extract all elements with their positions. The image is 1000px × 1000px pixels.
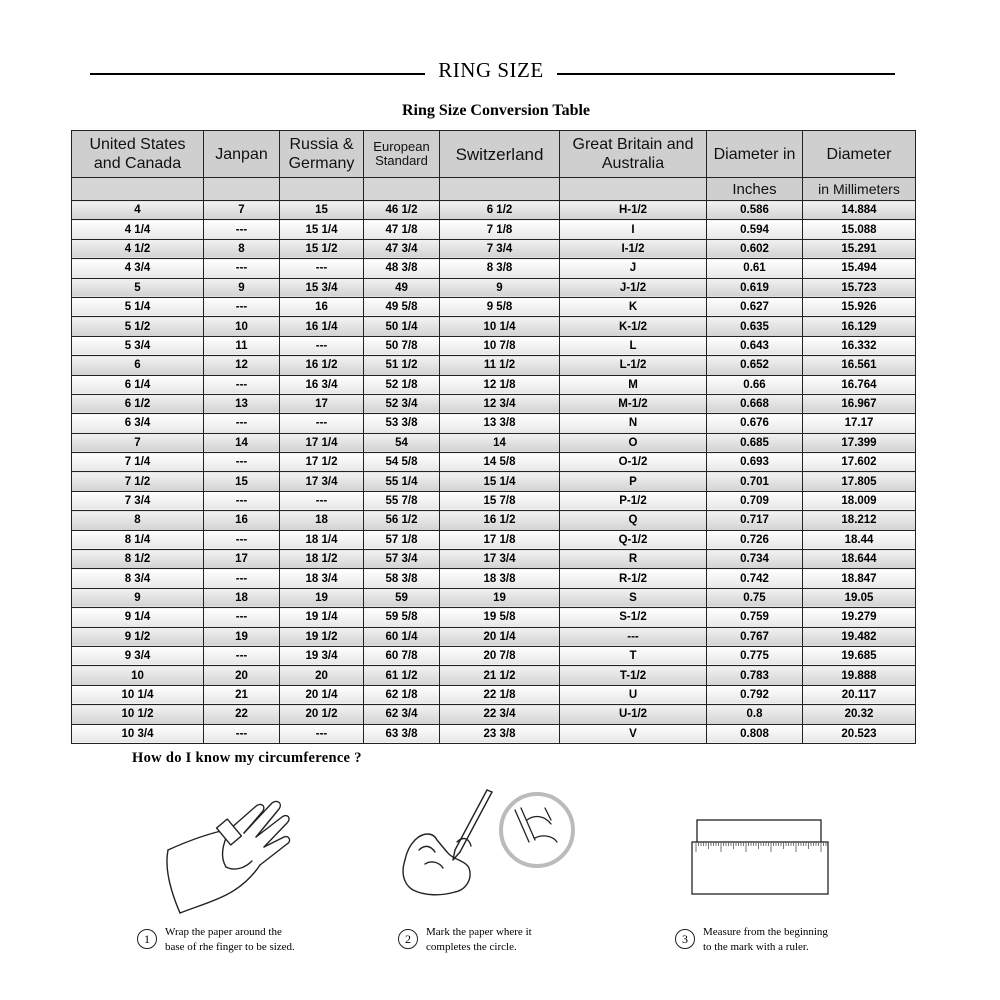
table-cell: M-1/2	[560, 394, 707, 413]
table-cell: 17.805	[803, 472, 916, 491]
table-cell: 20.32	[803, 705, 916, 724]
table-cell: 18 3/8	[440, 569, 560, 588]
step-2-line-2: completes the circle.	[426, 941, 517, 953]
table-cell: 53 3/8	[364, 414, 440, 433]
table-cell: 8 1/4	[72, 530, 204, 549]
table-cell: 7 1/4	[72, 453, 204, 472]
table-row	[72, 356, 916, 375]
table-cell: 18.847	[803, 569, 916, 588]
table-cell: 21 1/2	[440, 666, 560, 685]
table-cell: 12 1/8	[440, 375, 560, 394]
table-cell: 57 3/4	[364, 550, 440, 569]
table-cell: 9	[72, 588, 204, 607]
table-cell: 9 1/4	[72, 608, 204, 627]
table-cell: 8	[204, 239, 280, 258]
table-subtitle: Ring Size Conversion Table	[401, 102, 591, 119]
col-header-japan: Janpan	[204, 131, 280, 178]
col-header-switzerland: Switzerland	[440, 131, 560, 178]
table-cell: 15	[280, 201, 364, 220]
table-cell: ---	[204, 259, 280, 278]
ruler-illustration-icon	[690, 818, 830, 898]
subheader-inches: Inches	[707, 178, 803, 201]
table-cell: 7 3/4	[440, 239, 560, 258]
table-row	[72, 453, 916, 472]
table-cell: 0.61	[707, 259, 803, 278]
table-cell: 63 3/8	[364, 724, 440, 743]
table-cell: K	[560, 297, 707, 316]
table-cell: 60 1/4	[364, 627, 440, 646]
table-cell: 12 3/4	[440, 394, 560, 413]
table-row	[72, 608, 916, 627]
step-number: 3	[675, 929, 695, 949]
table-row	[72, 201, 916, 220]
table-cell: 15 1/4	[440, 472, 560, 491]
table-cell: 4	[72, 201, 204, 220]
table-cell: 20 1/2	[280, 705, 364, 724]
table-cell: 19.888	[803, 666, 916, 685]
table-cell: 0.742	[707, 569, 803, 588]
table-cell: 10 7/8	[440, 336, 560, 355]
subheader-row	[72, 178, 916, 201]
table-cell: 51 1/2	[364, 356, 440, 375]
table-cell: ---	[204, 530, 280, 549]
table-cell: 20	[204, 666, 280, 685]
table-cell: 17 1/8	[440, 530, 560, 549]
table-cell: 19	[440, 588, 560, 607]
table-cell: O-1/2	[560, 453, 707, 472]
table-cell: 0.693	[707, 453, 803, 472]
table-cell: ---	[204, 375, 280, 394]
table-cell: 61 1/2	[364, 666, 440, 685]
table-cell: 5	[72, 278, 204, 297]
table-cell: 49	[364, 278, 440, 297]
table-cell: 0.586	[707, 201, 803, 220]
table-cell: 14	[440, 433, 560, 452]
table-cell: U-1/2	[560, 705, 707, 724]
table-cell: 16 1/4	[280, 317, 364, 336]
table-cell: 0.759	[707, 608, 803, 627]
table-cell: 18 3/4	[280, 569, 364, 588]
table-cell: 57 1/8	[364, 530, 440, 549]
table-cell: ---	[204, 491, 280, 510]
table-row	[72, 724, 916, 743]
table-row	[72, 511, 916, 530]
table-cell: 20.117	[803, 685, 916, 704]
table-cell: 13 3/8	[440, 414, 560, 433]
table-cell: 18.44	[803, 530, 916, 549]
table-cell: N	[560, 414, 707, 433]
table-cell: 0.66	[707, 375, 803, 394]
table-cell: S-1/2	[560, 608, 707, 627]
table-cell: 8	[72, 511, 204, 530]
table-cell: R	[560, 550, 707, 569]
table-cell: 47 3/4	[364, 239, 440, 258]
table-cell: 15.494	[803, 259, 916, 278]
table-cell: 4 1/2	[72, 239, 204, 258]
table-cell: 6 3/4	[72, 414, 204, 433]
table-row	[72, 297, 916, 316]
step-number: 2	[398, 929, 418, 949]
table-cell: 10	[204, 317, 280, 336]
table-cell: Q	[560, 511, 707, 530]
table-body	[72, 201, 916, 744]
table-cell: 0.701	[707, 472, 803, 491]
table-cell: 0.685	[707, 433, 803, 452]
table-cell: 20	[280, 666, 364, 685]
table-cell: ---	[204, 297, 280, 316]
table-cell: ---	[280, 414, 364, 433]
table-cell: 0.717	[707, 511, 803, 530]
table-cell: 17 1/4	[280, 433, 364, 452]
table-cell: 17	[204, 550, 280, 569]
table-cell: U	[560, 685, 707, 704]
table-cell: 50 1/4	[364, 317, 440, 336]
table-cell: 16 3/4	[280, 375, 364, 394]
table-cell: ---	[280, 259, 364, 278]
table-cell: 22 3/4	[440, 705, 560, 724]
table-cell: 6 1/2	[440, 201, 560, 220]
table-cell: 8 3/4	[72, 569, 204, 588]
table-cell: 60 7/8	[364, 646, 440, 665]
table-cell: 54 5/8	[364, 453, 440, 472]
table-row	[72, 705, 916, 724]
table-cell: 16	[204, 511, 280, 530]
table-row	[72, 414, 916, 433]
table-cell: 0.643	[707, 336, 803, 355]
table-cell: 0.783	[707, 666, 803, 685]
subheader-cell	[72, 178, 204, 201]
subheader-cell	[204, 178, 280, 201]
table-cell: 18	[204, 588, 280, 607]
table-cell: ---	[204, 220, 280, 239]
table-cell: 16.967	[803, 394, 916, 413]
step-1-line-2: base of rhe finger to be sized.	[165, 941, 295, 953]
step-3-line-1: Measure from the beginning	[703, 926, 828, 938]
table-cell: 7 3/4	[72, 491, 204, 510]
title-row	[90, 58, 895, 88]
hand-wrap-illustration-icon	[160, 795, 310, 920]
table-cell: ---	[280, 336, 364, 355]
table-cell: 22	[204, 705, 280, 724]
table-cell: 62 1/8	[364, 685, 440, 704]
table-cell: 0.726	[707, 530, 803, 549]
table-cell: M	[560, 375, 707, 394]
table-cell: I	[560, 220, 707, 239]
table-cell: 17.602	[803, 453, 916, 472]
table-row	[72, 569, 916, 588]
mark-paper-illustration-icon	[395, 780, 585, 920]
table-cell: 9 5/8	[440, 297, 560, 316]
table-cell: 0.619	[707, 278, 803, 297]
table-cell: 0.767	[707, 627, 803, 646]
table-cell: 16 1/2	[440, 511, 560, 530]
table-cell: 11	[204, 336, 280, 355]
table-row	[72, 433, 916, 452]
table-cell: 22 1/8	[440, 685, 560, 704]
col-header-us-canada: United States and Canada	[72, 131, 204, 178]
table-cell: L	[560, 336, 707, 355]
table-cell: 0.627	[707, 297, 803, 316]
table-cell: 52 3/4	[364, 394, 440, 413]
table-row	[72, 646, 916, 665]
table-cell: 48 3/8	[364, 259, 440, 278]
table-cell: ---	[204, 453, 280, 472]
table-cell: 17 1/2	[280, 453, 364, 472]
table-cell: 13	[204, 394, 280, 413]
step-3-line-2: to the mark with a ruler.	[703, 941, 809, 953]
table-cell: 0.602	[707, 239, 803, 258]
table-row	[72, 685, 916, 704]
col-header-diameter-inches: Diameter in	[707, 131, 803, 178]
page-title: RING SIZE	[438, 58, 544, 82]
table-cell: 5 1/4	[72, 297, 204, 316]
table-cell: ---	[204, 646, 280, 665]
table-row	[72, 394, 916, 413]
table-cell: 17 3/4	[440, 550, 560, 569]
title-rule-left	[90, 73, 425, 75]
table-cell: J-1/2	[560, 278, 707, 297]
table-cell: 10 1/4	[440, 317, 560, 336]
table-cell: 18 1/2	[280, 550, 364, 569]
table-row	[72, 491, 916, 510]
header-row	[72, 131, 916, 178]
step-1-line-1: Wrap the paper around the	[165, 926, 282, 938]
table-cell: 18.212	[803, 511, 916, 530]
table-cell: ---	[204, 608, 280, 627]
table-cell: 0.709	[707, 491, 803, 510]
table-cell: 58 3/8	[364, 569, 440, 588]
subheader-cell	[440, 178, 560, 201]
table-row	[72, 239, 916, 258]
table-cell: 15 3/4	[280, 278, 364, 297]
table-cell: 15.291	[803, 239, 916, 258]
table-row	[72, 259, 916, 278]
table-cell: 4 1/4	[72, 220, 204, 239]
table-cell: 62 3/4	[364, 705, 440, 724]
table-row	[72, 627, 916, 646]
table-cell: 17	[280, 394, 364, 413]
subheader-cell	[280, 178, 364, 201]
table-cell: 15 7/8	[440, 491, 560, 510]
table-cell: 7	[72, 433, 204, 452]
table-cell: 7 1/2	[72, 472, 204, 491]
table-row	[72, 375, 916, 394]
table-cell: ---	[280, 491, 364, 510]
table-cell: L-1/2	[560, 356, 707, 375]
table-cell: ---	[560, 627, 707, 646]
table-cell: 19.685	[803, 646, 916, 665]
table-cell: 10 1/2	[72, 705, 204, 724]
table-cell: 18.009	[803, 491, 916, 510]
table-cell: 52 1/8	[364, 375, 440, 394]
table-row	[72, 550, 916, 569]
table-cell: 56 1/2	[364, 511, 440, 530]
table-cell: 15 1/4	[280, 220, 364, 239]
title-rule-right	[557, 73, 895, 75]
table-row	[72, 317, 916, 336]
table-cell: 7	[204, 201, 280, 220]
table-cell: 14 5/8	[440, 453, 560, 472]
table-cell: 10	[72, 666, 204, 685]
table-row	[72, 220, 916, 239]
table-row	[72, 336, 916, 355]
table-cell: 9	[440, 278, 560, 297]
table-cell: 20 7/8	[440, 646, 560, 665]
table-cell: 17.399	[803, 433, 916, 452]
table-cell: 16	[280, 297, 364, 316]
table-cell: 9 3/4	[72, 646, 204, 665]
table-cell: 19.279	[803, 608, 916, 627]
table-cell: V	[560, 724, 707, 743]
table-cell: 23 3/8	[440, 724, 560, 743]
table-cell: 12	[204, 356, 280, 375]
table-cell: 16.561	[803, 356, 916, 375]
table-cell: 20 1/4	[440, 627, 560, 646]
table-cell: 16.764	[803, 375, 916, 394]
table-cell: T	[560, 646, 707, 665]
table-cell: T-1/2	[560, 666, 707, 685]
table-cell: 59	[364, 588, 440, 607]
table-cell: 0.652	[707, 356, 803, 375]
table-cell: 0.775	[707, 646, 803, 665]
table-cell: 0.75	[707, 588, 803, 607]
table-cell: 54	[364, 433, 440, 452]
table-cell: 21	[204, 685, 280, 704]
table-cell: 16.129	[803, 317, 916, 336]
subheader-cell	[560, 178, 707, 201]
table-cell: 5 3/4	[72, 336, 204, 355]
table-cell: 6	[72, 356, 204, 375]
table-cell: 4 3/4	[72, 259, 204, 278]
table-cell: 7 1/8	[440, 220, 560, 239]
table-cell: 15.088	[803, 220, 916, 239]
table-cell: 49 5/8	[364, 297, 440, 316]
table-cell: 0.792	[707, 685, 803, 704]
table-cell: ---	[204, 414, 280, 433]
subheader-cell	[364, 178, 440, 201]
table-cell: 19 1/2	[280, 627, 364, 646]
table-cell: K-1/2	[560, 317, 707, 336]
table-row	[72, 530, 916, 549]
table-cell: 18 1/4	[280, 530, 364, 549]
table-cell: 0.8	[707, 705, 803, 724]
table-cell: 14.884	[803, 201, 916, 220]
table-cell: 8 1/2	[72, 550, 204, 569]
table-cell: 19	[280, 588, 364, 607]
table-cell: 9 1/2	[72, 627, 204, 646]
table-cell: P-1/2	[560, 491, 707, 510]
table-cell: 0.668	[707, 394, 803, 413]
table-cell: Q-1/2	[560, 530, 707, 549]
table-cell: 18	[280, 511, 364, 530]
table-cell: 15.723	[803, 278, 916, 297]
table-cell: 59 5/8	[364, 608, 440, 627]
table-cell: 15 1/2	[280, 239, 364, 258]
table-cell: 6 1/2	[72, 394, 204, 413]
subheader-millimeters: in Millimeters	[803, 178, 916, 201]
table-cell: 0.635	[707, 317, 803, 336]
table-cell: 17 3/4	[280, 472, 364, 491]
table-cell: 19.482	[803, 627, 916, 646]
table-cell: S	[560, 588, 707, 607]
table-cell: 6 1/4	[72, 375, 204, 394]
table-cell: O	[560, 433, 707, 452]
table-cell: 19 3/4	[280, 646, 364, 665]
table-cell: 18.644	[803, 550, 916, 569]
table-cell: H-1/2	[560, 201, 707, 220]
table-cell: 9	[204, 278, 280, 297]
table-cell: 19 1/4	[280, 608, 364, 627]
ring-size-table	[71, 130, 916, 744]
table-cell: 0.808	[707, 724, 803, 743]
table-cell: 5 1/2	[72, 317, 204, 336]
table-cell: 0.676	[707, 414, 803, 433]
table-cell: 10 1/4	[72, 685, 204, 704]
table-cell: 19	[204, 627, 280, 646]
table-cell: ---	[204, 724, 280, 743]
table-cell: 15	[204, 472, 280, 491]
table-cell: 47 1/8	[364, 220, 440, 239]
step-number: 1	[137, 929, 157, 949]
table-row	[72, 472, 916, 491]
table-cell: 50 7/8	[364, 336, 440, 355]
table-cell: 19.05	[803, 588, 916, 607]
table-cell: 10 3/4	[72, 724, 204, 743]
table-cell: I-1/2	[560, 239, 707, 258]
table-cell: 14	[204, 433, 280, 452]
table-cell: 20 1/4	[280, 685, 364, 704]
table-cell: 11 1/2	[440, 356, 560, 375]
col-header-gb-australia: Great Britain and Australia	[560, 131, 707, 178]
table-cell: 8 3/8	[440, 259, 560, 278]
table-row	[72, 666, 916, 685]
table-row	[72, 588, 916, 607]
step-2-line-1: Mark the paper where it	[426, 926, 532, 938]
table-cell: 0.594	[707, 220, 803, 239]
table-cell: 55 1/4	[364, 472, 440, 491]
table-cell: 16.332	[803, 336, 916, 355]
table-row	[72, 278, 916, 297]
table-cell: P	[560, 472, 707, 491]
table-cell: R-1/2	[560, 569, 707, 588]
table-cell: 17.17	[803, 414, 916, 433]
table-cell: 16 1/2	[280, 356, 364, 375]
table-cell: ---	[204, 569, 280, 588]
magnifier-circle	[501, 794, 573, 866]
table-cell: J	[560, 259, 707, 278]
table-cell: 20.523	[803, 724, 916, 743]
table-cell: 46 1/2	[364, 201, 440, 220]
table-cell: 15.926	[803, 297, 916, 316]
howto-question: How do I know my circumference ?	[132, 750, 362, 766]
table-cell: 55 7/8	[364, 491, 440, 510]
col-header-diameter-mm: Diameter	[803, 131, 916, 178]
table-cell: ---	[280, 724, 364, 743]
table-cell: 0.734	[707, 550, 803, 569]
table-cell: 19 5/8	[440, 608, 560, 627]
col-header-european: European Standard	[364, 131, 440, 178]
col-header-russia-germany: Russia & Germany	[280, 131, 364, 178]
